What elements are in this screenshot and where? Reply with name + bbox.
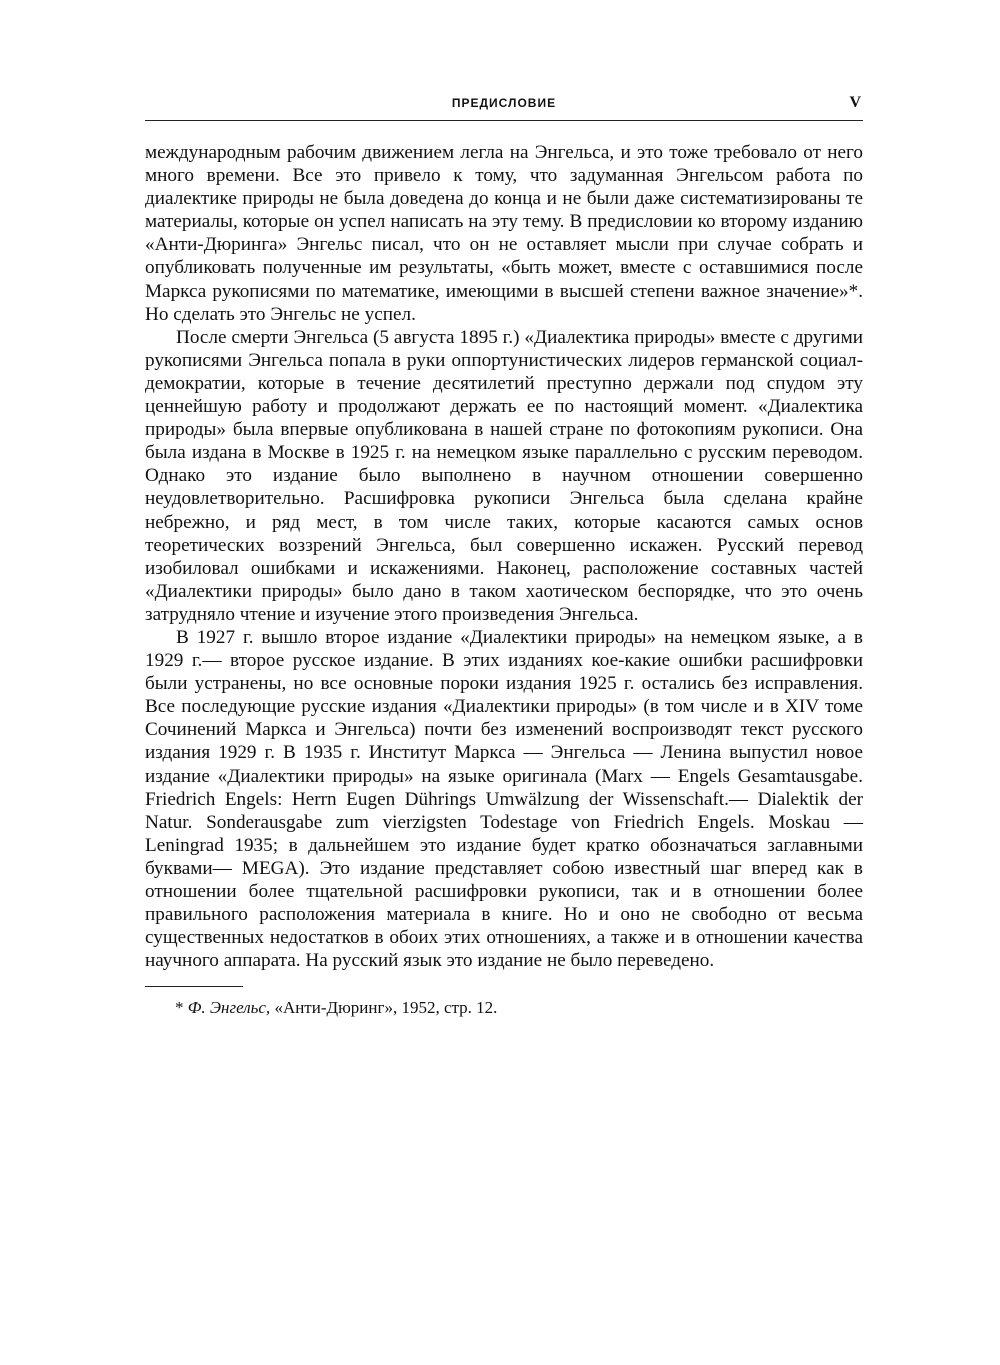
running-title: ПРЕДИСЛОВИЕ xyxy=(451,96,557,110)
footnote-divider xyxy=(145,986,243,987)
paragraph: В 1927 г. вышло второе издание «Диалектики природы» на немецком языке, а в 1929 г.— второе русское издание. В этих изданиях кое-какие ошибки расшифровки были устранены, но все основные пороки издания 1925 г. остались без исправления. Все последующие русские издания «Диалектики природы» (в том числе и в XIV томе Сочинений Маркса и Энгельса) почти без изменений воспроизводят текст русского издания 1929 г. В 1935 г. Институт Маркса — Энгельса — Ленина выпустил новое издание «Диалектики природы» на языке оригинала (Marx — Engels Gesamtausgabe. Friedrich Engels: Herrn Eugen Dührings Umwälzung der Wissenschaft.— Dialektik der Natur. Sonderausgabe zum vierzigsten Todestage von Friedrich Engels. Moskau — Leningrad 1935; в дальнейшем это издание будет кратко обозначаться заглавными буквами— MEGA). Это издание представляет собою известный шаг вперед как в отношении более тщательной расшифровки рукописи, так и в отношении более правильного расположения материала в книге. Но и оно не свободно от весьма существенных недостатков в обоих этих отношениях, а также и в отношении качества научного аппарата. На русский язык это издание не было переведено. xyxy=(145,626,863,972)
page-number: V xyxy=(849,94,861,111)
footnote-author: Ф. Энгельс, xyxy=(187,998,271,1018)
paragraph-continuation: международным рабочим движением легла на Энгельса, и это тоже требовало от него много времени. Все это привело к тому, что задуманная Энгельсом работа по диалектике природы не была доведена до конца и не были даже систематизированы те материалы, которые он успел написать на эту тему. В предисловии ко второму изданию «Анти-Дюринга» Энгельс писал, что он не оставляет мысли при случае собрать и опубликовать полученные им результаты, «быть может, вместе с оставшимися после Маркса рукописями по математике, имеющими в высшей степени важное значение»*. Но сделать это Энгельс не успел. xyxy=(145,142,863,325)
footnote-text: «Анти-Дюринг», 1952, стр. 12. xyxy=(270,998,498,1018)
footnote xyxy=(145,997,863,1018)
running-head xyxy=(145,92,863,121)
footnote-marker: * xyxy=(175,998,188,1018)
body-text xyxy=(145,141,863,972)
book-page xyxy=(145,92,863,1018)
paragraph: После смерти Энгельса (5 августа 1895 г.) «Диалектика природы» вместе с другими рукописями Энгельса попала в руки оппортунистических лидеров германской социал-демократии, которые в течение десятилетий преступно держали под спудом эту ценнейшую работу и продолжают держать ее по настоящий момент. «Диалектика природы» была впервые опубликована в нашей стране по фотокопиям рукописи. Она была издана в Москве в 1925 г. на немецком языке параллельно с русским переводом. Однако это издание было выполнено в научном отношении совершенно неудовлетворительно. Расшифровка рукописи Энгельса была сделана крайне небрежно, и ряд мест, в том числе таких, которые касаются самых основ теоретических воззрений Энгельса, был совершенно искажен. Русский перевод изобиловал ошибками и искажениями. Наконец, расположение составных частей «Диалектики природы» было дано в таком хаотическом беспорядке, что это очень затрудняло чтение и изучение этого произведения Энгельса. xyxy=(145,326,863,625)
